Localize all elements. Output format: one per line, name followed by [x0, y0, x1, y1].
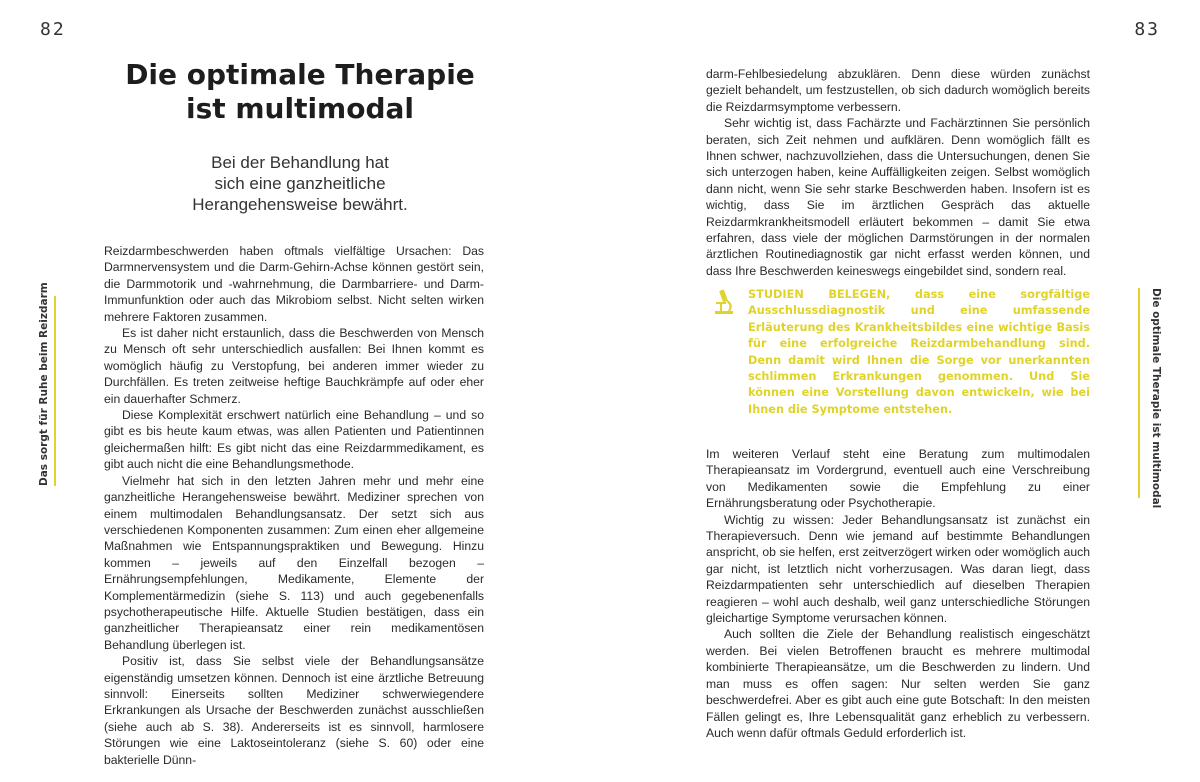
side-accent-bar-right — [1138, 288, 1140, 498]
subtitle-line-2: sich eine ganzheitliche — [214, 174, 386, 193]
chapter-title-line-1: Die optimale Therapie — [125, 58, 475, 91]
right-page-body-bottom — [706, 446, 1090, 741]
running-head-right: Die optimale Therapie ist multimodal — [1150, 288, 1162, 509]
microscope-icon — [712, 289, 736, 317]
body-paragraph: Diese Komplexität erschwert natürlich eine Behandlung – und so gibt es bis heute kaum etwas, was allen Patienten und Patientinnen gleichermaßen hilft: Es gibt nicht das eine Reizdarmmedikament, es gibt auch nicht die eine Behandlungsmethode. — [104, 408, 484, 472]
chapter-subtitle — [150, 152, 450, 215]
body-paragraph: Sehr wichtig ist, dass Fachärzte und Fachärztinnen Sie persönlich beraten, sich Zeit nehmen und aufklären. Denn womöglich fällt es Ihnen schwer, nachzuvollziehen, dass die Untersuchungen, denen Sie sich unterzogen haben, keine Auffälligkeiten zeigen. Selbst womöglich dann nicht, wenn Sie sehr starke Beschwerden haben. Insofern ist es wichtig, dass Sie im ärztlichen Gespräch das aktuelle Reizdarmkrankheitsmodell erläutert bekommen – damit Sie etwa erfahren, dass viele der möglichen Darmstörungen in der normalen ärztlichen Routinediagnostik gar nicht erfasst werden können, und dass Ihre Beschwerden keineswegs eingebildet sind, sondern real. — [706, 116, 1090, 278]
body-paragraph: Es ist daher nicht erstaunlich, dass die Beschwerden von Mensch zu Mensch oft sehr unterschiedlich ausfallen: Bei Ihnen kommt es womöglich häufig zu Verstopfung, bei anderen immer wieder zu Durchfällen. Es treten zeitweise heftige Bauchkrämpfe auf oder eher ein dauerhafter Schmerz. — [104, 326, 484, 406]
callout-text — [748, 287, 1090, 418]
subtitle-line-1: Bei der Behandlung hat — [211, 153, 389, 172]
body-paragraph: Reizdarmbeschwerden haben oftmals vielfältige Ursachen: Das Darmnervensystem und die Darm-Gehirn-Achse können gestört sein, die Darmmotorik und -wahrnehmung, die Darmbarriere- und Darm-Immunfunktion oder auch das Mikrobiom selbst. Nicht selten wirken mehrere Faktoren zusammen. — [104, 244, 484, 324]
body-paragraph: Auch sollten die Ziele der Behandlung realistisch eingeschätzt werden. Bei vielen Betroffenen braucht es mehrere multimodal kombinierte Therapieansätze, um die Beschwerden zu lindern. Und man muss es offen sagen: Nur selten werden Sie ganz beschwerdefrei. Aber es gibt auch eine gute Botschaft: In den meisten Fällen gelingt es, Ihre Lebensqualität ganz erheblich zu verbessern. Auch wenn dafür oftmals Geduld erforderlich ist. — [706, 627, 1090, 740]
left-page-body — [104, 243, 484, 768]
body-paragraph: Wichtig zu wissen: Jeder Behandlungsansatz ist zunächst ein Therapieversuch. Denn wie jemand auf bestimmte Behandlungen anspricht, ob sie helfen, erst zeitverzögert wirken oder womöglich auch gar nicht, ist letztlich nicht vorherzusagen. Was daran liegt, dass Reizdarmpatienten sehr unterschiedlich auf dieselben Therapien reagieren – wohl auch deshalb, weil ganz unterschiedliche Störungen gleichartige Symptome verursachen können. — [706, 512, 1090, 626]
body-paragraph: Im weiteren Verlauf steht eine Beratung zum multimodalen Therapieansatz im Vordergrund, eventuell auch eine Verschreibung von Medikamenten sowie die Empfehlung zu einer Ernährungsberatung oder Psychotherapie. — [706, 447, 1090, 511]
side-accent-bar-left — [54, 296, 56, 486]
body-paragraph: darm-Fehlbesiedelung abzuklären. Denn diese würden zunächst gezielt behandelt, um festzustellen, ob sich dadurch womöglich bereits die Reizdarmsymptome verbessern. — [706, 67, 1090, 114]
callout-lead: STUDIEN BELEGEN, — [748, 288, 891, 301]
running-head-left: Das sorgt für Ruhe beim Reizdarm — [38, 282, 50, 486]
page-number-right: 83 — [1134, 19, 1160, 40]
chapter-title — [100, 58, 500, 126]
right-page-body-top — [706, 66, 1090, 279]
study-callout-box — [706, 287, 1090, 416]
callout-body: dass eine sorgfältige Ausschlussdiagnostik und eine umfassende Erläuterung des Krankheitsbildes eine wichtige Basis für eine erfolgreiche Reizdarmbehandlung sind. Denn damit wird Ihnen die Sorge vor unerkannten schlimmen Erkrankungen genommen. Und Sie können eine Vorstellung davon entwickeln, wie bei Ihnen die Symptome entstehen. — [748, 288, 1090, 416]
body-paragraph: Vielmehr hat sich in den letzten Jahren mehr und mehr eine ganzheitliche Herangehensweise bewährt. Mediziner sprechen von einem multimodalen Behandlungsansatz. Der setzt sich aus verschiedenen Komponenten zusammen: Zum einen eher allgemeine Maßnahmen wie Entspannungspraktiken und Bewegung. Hinzu kommen – jeweils auf den Einzelfall bezogen – Ernährungsempfehlungen, Medikamente, Elemente der Komplementärmedizin (siehe S. 113) und auch gegebenenfalls psychotherapeutische Hilfe. Aktuelle Studien bestätigen, dass ein ganzheitlicher Therapieansatz einer rein medikamentösen Behandlung überlegen ist. — [104, 473, 484, 652]
page-number-left: 82 — [40, 19, 66, 40]
body-paragraph: Positiv ist, dass Sie selbst viele der Behandlungsansätze eigenständig umsetzen können. Dennoch ist eine ärztliche Betreuung sinnvoll: Einerseits sollten Mediziner schwerwiegendere Erkrankungen als Ursache der Beschwerden zunächst ausschließen (siehe auch ab S. 38). Andererseits ist es sinnvoll, harmlosere Störungen wie eine Laktoseintoleranz (siehe S. 60) oder eine bakterielle Dünn- — [104, 654, 484, 767]
chapter-title-line-2: ist multimodal — [185, 92, 415, 125]
subtitle-line-3: Herangehensweise bewährt. — [192, 195, 408, 214]
